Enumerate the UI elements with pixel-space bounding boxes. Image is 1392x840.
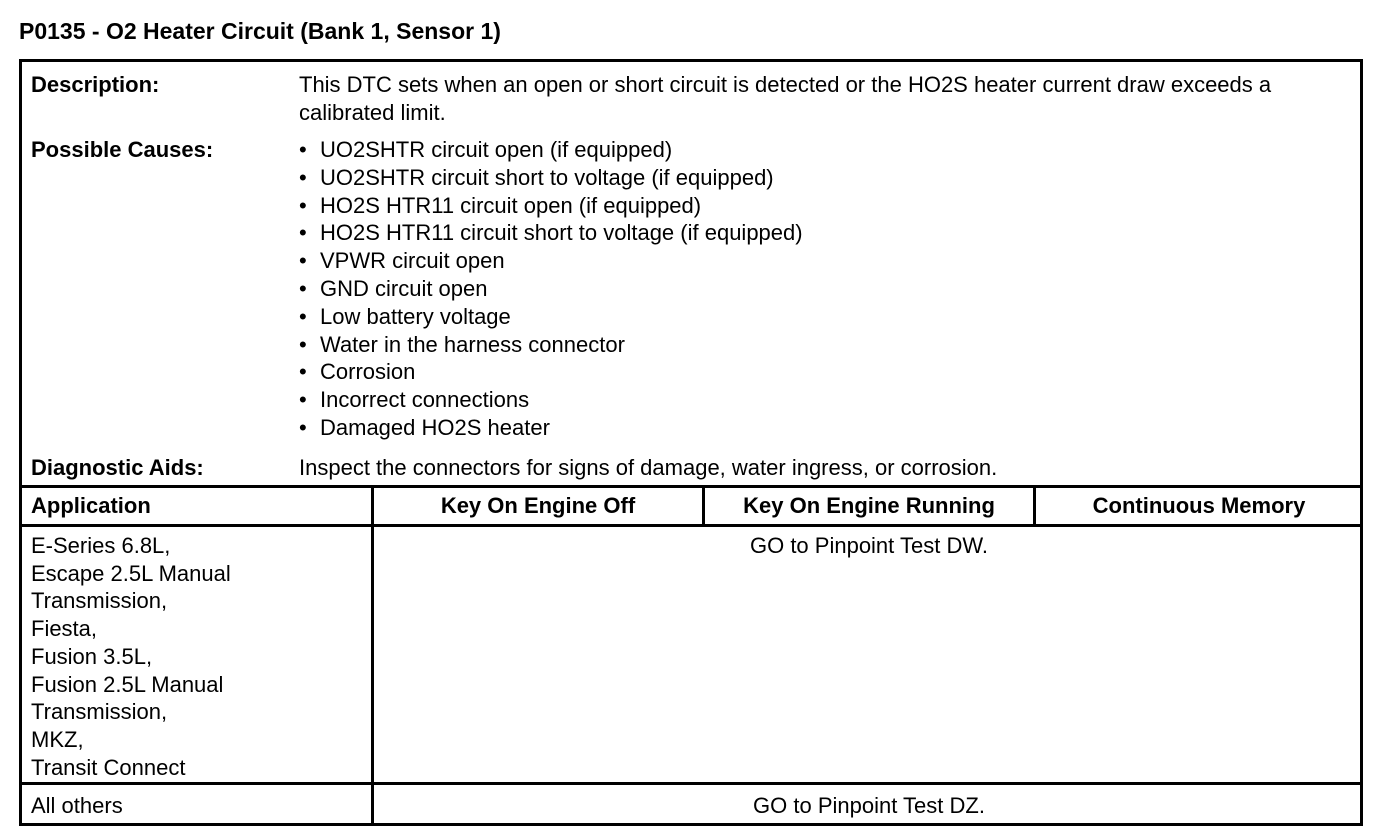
bullet-icon: • xyxy=(299,303,307,329)
bullet-icon: • xyxy=(299,220,307,246)
dtc-table xyxy=(19,59,1363,826)
cause-item: • GND circuit open xyxy=(299,275,488,301)
description-text: This DTC sets when an open or short circuit is detected or the HO2S heater current draw exceeds a calibrated limit. xyxy=(299,72,1272,125)
application-line: Fusion 3.5L, xyxy=(31,643,153,669)
cause-item: • HO2S HTR11 circuit short to voltage (if equipped) xyxy=(299,220,803,246)
application-cell xyxy=(31,532,231,781)
bullet-icon: • xyxy=(299,359,307,385)
bullet-icon: • xyxy=(299,248,307,274)
cause-item: • VPWR circuit open xyxy=(299,248,505,274)
application-line: Escape 2.5L Manual xyxy=(31,560,231,586)
cause-item: • Corrosion xyxy=(299,359,416,385)
header-continuous-memory: Continuous Memory xyxy=(1092,493,1306,518)
action-cell: GO to Pinpoint Test DW. xyxy=(749,533,989,558)
header-key-on-engine-off: Key On Engine Off xyxy=(440,493,636,518)
bullet-icon: • xyxy=(299,414,307,440)
application-line: Transmission, xyxy=(31,588,168,614)
possible-causes-list xyxy=(299,136,1339,442)
bullet-icon: • xyxy=(299,331,307,357)
cause-item: • UO2SHTR circuit open (if equipped) xyxy=(299,137,673,162)
possible-causes-label: Possible Causes: xyxy=(31,137,214,162)
diagnostic-aids-text: Inspect the connectors for signs of damage, water ingress, or corrosion. xyxy=(299,455,998,480)
cause-item: • UO2SHTR circuit short to voltage (if equipped) xyxy=(299,164,774,190)
bullet-icon: • xyxy=(299,164,307,190)
bullet-icon: • xyxy=(299,275,307,301)
possible-causes-list-wrapper xyxy=(299,136,1339,442)
description-label: Description: xyxy=(31,72,160,97)
bullet-icon: • xyxy=(299,137,307,162)
cause-item: • Damaged HO2S heater xyxy=(299,414,550,440)
cause-item: • HO2S HTR11 circuit open (if equipped) xyxy=(299,192,702,218)
application-line: Transit Connect xyxy=(31,754,186,780)
cause-item: • Water in the harness connector xyxy=(299,331,625,357)
application-line: Transmission, xyxy=(31,699,168,725)
application-line: MKZ, xyxy=(31,726,84,752)
bullet-icon: • xyxy=(299,192,307,218)
cause-item: • Low battery voltage xyxy=(299,303,511,329)
action-cell: GO to Pinpoint Test DZ. xyxy=(753,793,985,818)
application-cell: All others xyxy=(31,793,123,818)
application-line: Fiesta, xyxy=(31,616,98,642)
divider-line xyxy=(22,782,1360,785)
cause-item: • Incorrect connections xyxy=(299,387,530,413)
page-title: P0135 - O2 Heater Circuit (Bank 1, Sensor 1) xyxy=(19,18,501,44)
header-application: Application xyxy=(31,493,151,518)
application-line: E-Series 6.8L, xyxy=(31,533,171,558)
divider-line xyxy=(22,524,1360,527)
diagnostic-aids-label: Diagnostic Aids: xyxy=(31,455,204,480)
application-line: Fusion 2.5L Manual xyxy=(31,671,224,697)
header-key-on-engine-running: Key On Engine Running xyxy=(743,493,995,518)
bullet-icon: • xyxy=(299,387,307,413)
